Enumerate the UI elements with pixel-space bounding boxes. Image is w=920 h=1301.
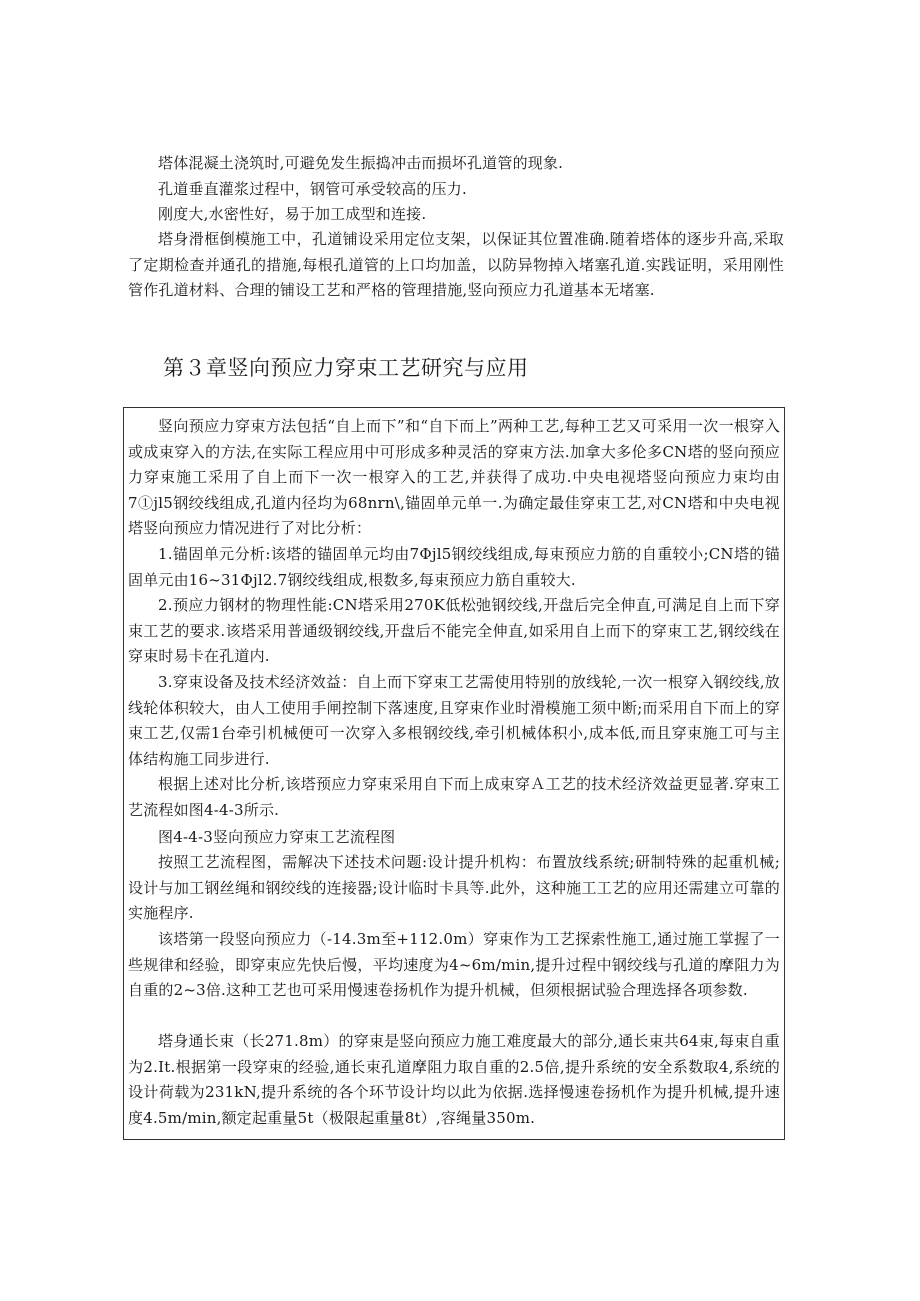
figure-caption: 图4-4-3竖向预应力穿束工艺流程图 xyxy=(158,828,396,846)
box-paragraph-5: 根据上述对比分析,该塔预应力穿束采用自下而上成束穿Ａ工艺的技术经济效益更显著.穿束工艺流程如图4-4-3所示. xyxy=(128,775,780,819)
chapter-title: 第３章竖向预应力穿束工艺研究与应用 xyxy=(163,356,529,380)
box-paragraph-1: 竖向预应力穿束方法包括“自上而下”和“自下而上”两种工艺,每种工艺又可采用一次一根穿入或成束穿入的方法,在实际工程应用中可形成多种灵活的穿束方法.加拿大多伦多CN塔的竖向预应力穿束施工采用了自上而下一次一根穿入的工艺,并获得了成功.中央电视塔竖向预应力束均由7①jl5钢绞线组成,孔道内径均为68nrn\,锚固单元单一.为确定最佳穿束工艺,对CN塔和中央电视塔竖向预应力情况进行了对比分析： xyxy=(128,417,780,538)
box-paragraph-8: 塔身通长束（长271.8m）的穿束是竖向预应力施工难度最大的部分,通长束共64束,每束自重为2.It.根据第一段穿束的经验,通长束孔道摩阻力取自重的2.5倍,提升系统的安全系数取4,系统的设计荷载为231kN,提升系统的各个环节设计均以此为依据.选择慢速卷扬机作为提升机械,提升速度4.5m∕min,额定起重量5t（极限起重量8t）,容绳量350m. xyxy=(128,1032,780,1127)
box-paragraph-6: 按照工艺流程图，需解决下述技术问题:设计提升机构：布置放线系统;研制特殊的起重机械;设计与加工钢丝绳和钢绞线的连接器;设计临时卡具等.此外，这种施工工艺的应用还需建立可靠的实施程序. xyxy=(128,853,780,923)
intro-line-1: 塔体混凝土浇筑时,可避免发生振捣冲击而损坏孔道管的现象. xyxy=(158,154,564,172)
box-paragraph-7: 该塔第一段竖向预应力（-14.3m至+112.0m）穿束作为工艺探索性施工,通过施工掌握了一些规律和经验，即穿束应先快后慢，平均速度为4~6m∕min,提升过程中钢绞线与孔道的摩阻力为自重的2~3倍.这种工艺也可采用慢速卷扬机作为提升机械，但须根据试验合理选择各项参数. xyxy=(128,930,780,1000)
intro-line-2: 孔道垂直灌浆过程中，钢管可承受较高的压力. xyxy=(158,180,467,198)
box-paragraph-3: 2.预应力钢材的物理性能:CN塔采用270K低松弛钢绞线,开盘后完全伸直,可满足自上而下穿束工艺的要求.该塔采用普通级钢绞线,开盘后不能完全伸直,如采用自上而下的穿束工艺,钢绞线在穿束时易卡在孔道内. xyxy=(128,596,780,666)
box-paragraph-4: 3.穿束设备及技术经济效益：自上而下穿束工艺需使用特别的放线轮,一次一根穿入钢绞线,放线轮体积较大，由人工使用手闸控制下落速度,且穿束作业时滑模施工须中断;而采用自下而上的穿束工艺,仅需1台牵引机械便可一次穿入多根钢绞线,牵引机械体积小,成本低,而且穿束施工可与主体结构施工同步进行. xyxy=(128,673,780,768)
intro-paragraph-4: 塔身滑框倒模施工中，孔道铺设采用定位支架，以保证其位置准确.随着塔体的逐步升高,采取了定期检查并通孔的措施,每根孔道管的上口均加盖，以防异物掉入堵塞孔道.实践证明，采用刚性管作孔道材料、合理的铺设工艺和严格的管理措施,竖向预应力孔道基本无堵塞. xyxy=(128,230,784,299)
content-box xyxy=(123,407,785,1140)
box-paragraph-2: 1.锚固单元分析:该塔的锚固单元均由7Φjl5钢绞线组成,每束预应力筋的自重较小;CN塔的锚固单元由16~31Φjl2.7钢绞线组成,根数多,每束预应力筋自重较大. xyxy=(128,545,780,589)
intro-line-3: 刚度大,水密性好，易于加工成型和连接. xyxy=(158,205,427,223)
